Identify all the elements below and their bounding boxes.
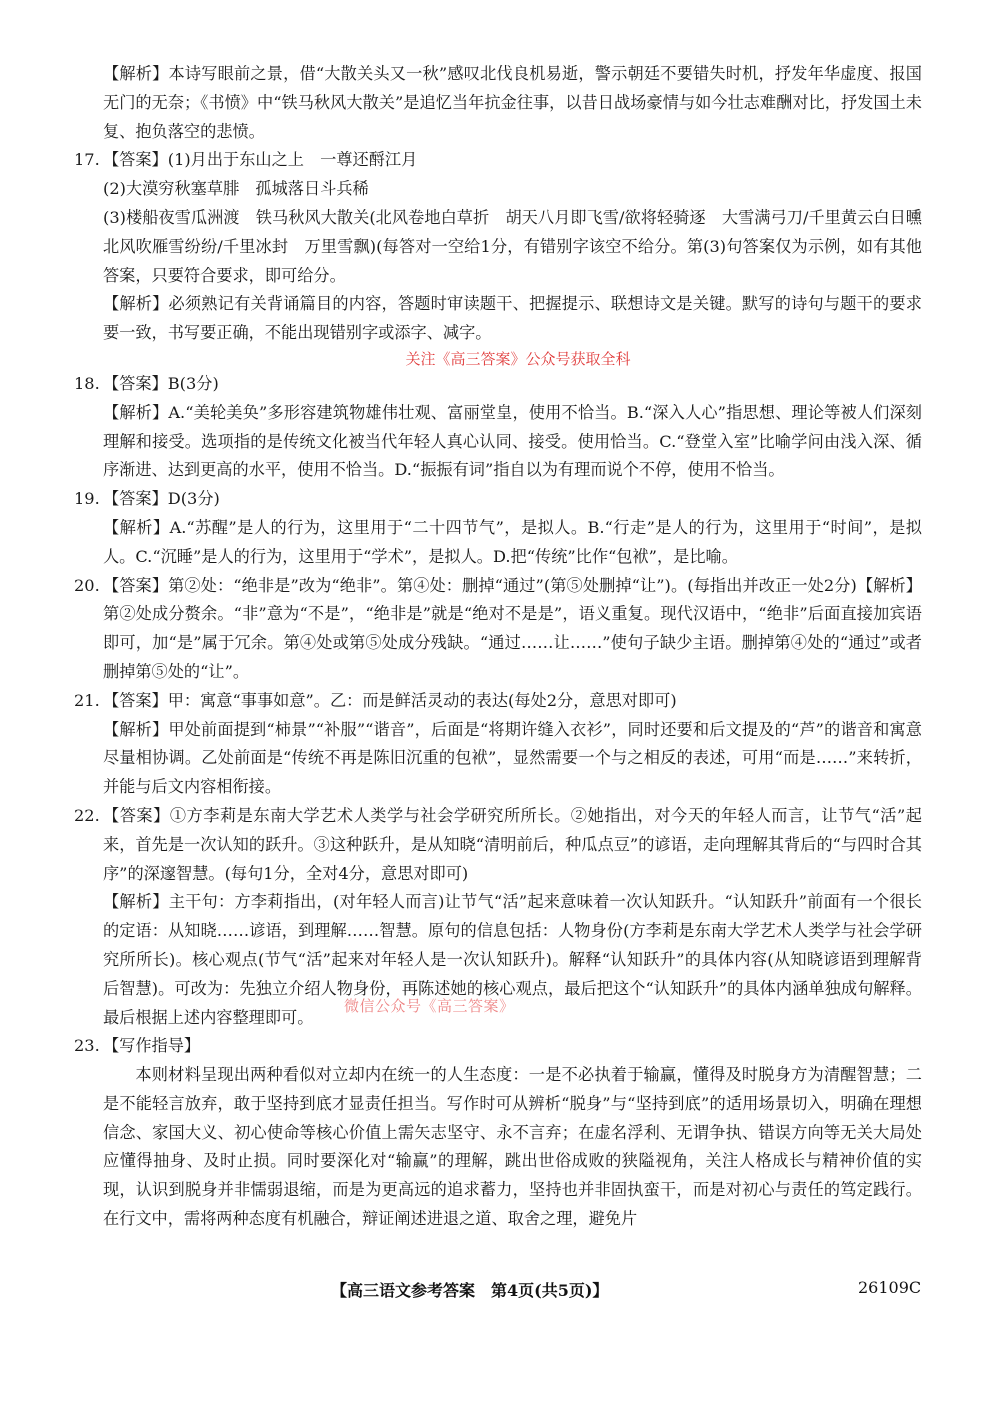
q22-answer: 【答案】①方李莉是东南大学艺术人类学与社会学研究所所长。②她指出，对今天的年轻人而言，让节气“活”起来，首先是一次认知的跃升。③这种跃升，是从知晓“清明前后，种瓜点豆”的谚语，走向理解其背后的“与四时合其序”的深邃智慧。(每句1分，全对4分，意思对即可) <box>103 805 922 883</box>
question-19 <box>74 485 922 571</box>
q21-analysis: 【解析】甲处前面提到“柿景”“补服”“谐音”，后面是“将期许缝入衣衫”，同时还要和后文提及的“芦”的谐音和寓意尽量相协调。乙处前面是“传统不再是陈旧沉重的包袱”，显然需要一个与之相反的表述，可用“而是……”来转折，并能与后文内容相衔接。 <box>103 719 922 797</box>
question-17 <box>74 146 939 348</box>
footer-title: 【高三语文参考答案 第4页(共5页)】 <box>331 1281 609 1300</box>
question-23-number: 23. <box>74 1036 100 1056</box>
q18-answer: 【答案】B(3分) <box>103 373 219 393</box>
footer-code: 26109C <box>858 1278 922 1297</box>
question-20 <box>74 572 922 687</box>
q21-answer: 【答案】甲：寓意“事事如意”。乙：而是鲜活灵动的表达(每处2分，意思对即可) <box>103 690 677 710</box>
q17-answer-line1: 【答案】(1)月出于东山之上 一尊还酹江月 <box>103 150 418 170</box>
q17-analysis: 【解析】必须熟记有关背诵篇目的内容，答题时审读题干、把握提示、联想诗文是关键。默写的诗句与题干的要求要一致，书写要正确，不能出现错别字或添字、减字。 <box>103 294 922 343</box>
q17-answer-line2: (2)大漠穷秋塞草腓 孤城落日斗兵稀 <box>103 179 369 199</box>
watermark-notice: 关注《高三答案》公众号获取全科 <box>405 349 631 368</box>
q22-analysis: 【解析】主干句：方李莉指出，(对年轻人而言)让节气“活”起来意味着一次认知跃升。“认知跃升”前面有一个很长的定语：从知晓……谚语，到理解……智慧。原句的信息包括：人物身份(方李莉是东南大学艺术人类学与社会学研究所所长)。核心观点(节气“活”起来对年轻人是一次认知跃升)。解释“认知跃升”的具体内容(从知晓谚语到理解背后智慧)。可改为：先独立介绍人物身份，再陈述她的核心观点，最后把这个“认知跃升”的具体内涵单独成句解释。最后根据上述内容整理即可。 <box>103 892 922 1027</box>
question-23 <box>74 1032 922 1234</box>
question-19-number: 19. <box>74 489 100 509</box>
question-17-number: 17. <box>74 150 100 170</box>
question-22-number: 22. <box>74 805 100 825</box>
q19-answer: 【答案】D(3分) <box>103 489 220 509</box>
page-footer <box>0 1276 992 1306</box>
question-21-number: 21. <box>74 690 100 710</box>
q23-body: 本则材料呈现出两种看似对立却内在统一的人生态度：一是不必执着于输赢，懂得及时脱身方为清醒智慧；二是不能轻言放弃，敢于坚持到底才显责任担当。写作时可从辨析“脱身”与“坚持到底”的适用场景切入，明确在理想信念、家国大义、初心使命等核心价值上需矢志坚守、永不言弃；在虚名浮利、无谓争执、错误方向等无关大局处应懂得抽身、及时止损。同时要深化对“输赢”的理解，跳出世俗成败的狭隘视角，关注人格成长与精神价值的实现，认识到脱身并非懦弱退缩，而是为更高远的追求蓄力，坚持也并非固执蛮干，而是对初心与责任的笃定践行。在行文中，需将两种态度有机融合，辩证阐述进退之道、取舍之理，避免片 <box>103 1065 922 1229</box>
question-21 <box>74 687 922 802</box>
intro-analysis: 【解析】本诗写眼前之景，借“大散关头又一秋”感叹北伐良机易逝，警示朝廷不要错失时机，抒发年华虚度、报国无门的无奈；《书愤》中“铁马秋风大散关”是追忆当年抗金往事，以昔日战场豪情与如今壮志难酬对比，抒发国土未复、抱负落空的悲愤。 <box>103 64 922 141</box>
q17-answer-line3: (3)楼船夜雪瓜洲渡 铁马秋风大散关(北风卷地白草折 胡天八月即飞雪/欲将轻骑逐 大雪满弓刀/千里黄云白日曛 北风吹雁雪纷纷/千里冰封 万里雪飘)(每答对一空给1分，有错别字该空不给分。第(3)句答案仅为示例，如有其他答案，只要符合要求，即可给分。 <box>103 207 939 285</box>
q19-analysis: 【解析】A.“苏醒”是人的行为，这里用于“二十四节气”，是拟人。B.“行走”是人的行为，这里用于“时间”，是拟人。C.“沉睡”是人的行为，这里用于“学术”，是拟人。D.把“传统”比作“包袱”，是比喻。 <box>103 517 922 566</box>
question-20-number: 20. <box>74 575 100 595</box>
q23-title: 【写作指导】 <box>103 1036 201 1056</box>
question-18-number: 18. <box>74 373 100 393</box>
watermark-overlay: 微信公众号《高三答案》 <box>344 997 515 1015</box>
question-18 <box>74 370 922 485</box>
q20-text: 【答案】第②处：“绝非是”改为“绝非”。第④处：删掉“通过”(第⑤处删掉“让”)。(每指出并改正一处2分)【解析】第②处成分赘余。“非”意为“不是”，“绝非是”就是“绝对不是是”，语义重复。现代汉语中，“绝非”后面直接加宾语即可，加“是”属于冗余。第④处或第⑤处成分残缺。“通过……让……”使句子缺少主语。删掉第④处的“通过”或者删掉第⑤处的“让”。 <box>103 575 922 681</box>
q18-analysis: 【解析】A.“美轮美奂”多形容建筑物雄伟壮观、富丽堂皇，使用不恰当。B.“深入人心”指思想、理论等被人们深刻理解和接受。选项指的是传统文化被当代年轻人真心认同、接受。使用恰当。C.“登堂入室”比喻学问由浅入深、循序渐进、达到更高的水平，使用不恰当。D.“振振有词”指自以为有理而说个不停，使用不恰当。 <box>103 402 922 480</box>
